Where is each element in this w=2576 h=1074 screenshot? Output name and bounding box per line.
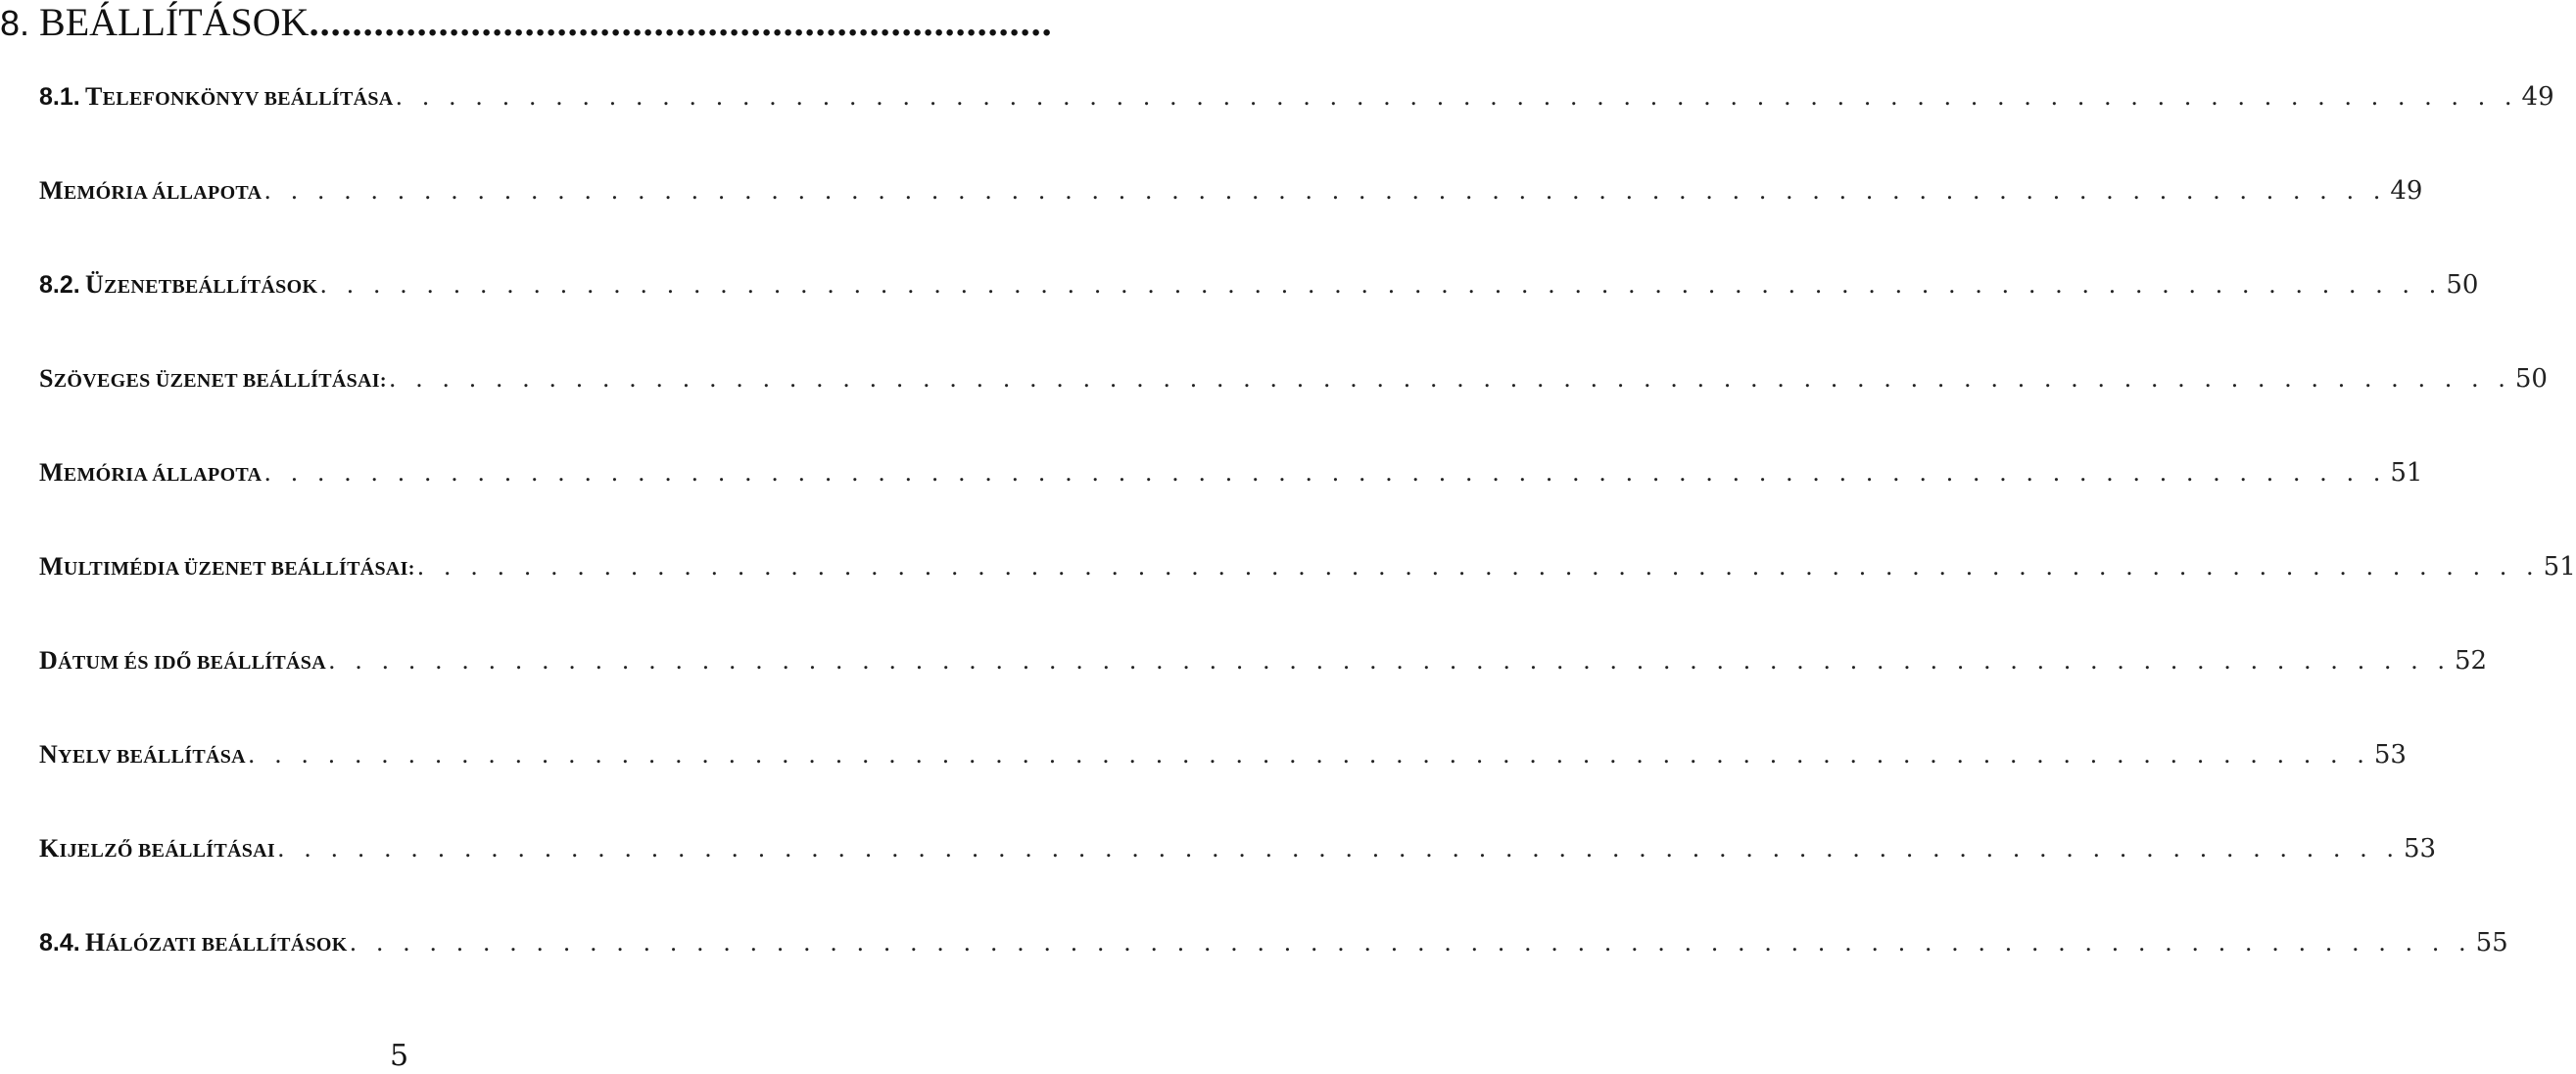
title-rest: EMÓRIA ÁLLAPOTA (63, 182, 262, 204)
toc-entry-title (39, 458, 262, 488)
toc-entry-title (39, 646, 326, 676)
title-initial: N (39, 740, 59, 769)
title-rest: IJELZŐ BEÁLLÍTÁSAI (59, 840, 276, 862)
title-initial: S (39, 364, 54, 393)
toc-entry-title (39, 364, 387, 394)
chapter-number: 8. (0, 3, 30, 43)
title-initial: Ü (85, 270, 105, 299)
title-rest: ÁLÓZATI BEÁLLÍTÁSOK (105, 934, 348, 956)
leader-dots (394, 83, 2518, 111)
toc-entry-telefonkonyv[interactable] (39, 82, 2554, 176)
leader-dots (317, 271, 2442, 299)
toc-entry-title (39, 834, 275, 864)
page-number: 53 (2373, 740, 2407, 770)
toc-entry-kijelzo[interactable] (39, 834, 2437, 928)
title-initial: M (39, 552, 64, 581)
toc-entry-halozati[interactable] (39, 928, 2508, 1022)
title-rest: ZENETBEÁLLÍTÁSOK (104, 276, 318, 298)
title-initial: K (39, 834, 60, 863)
leader-dots (246, 741, 2370, 769)
title-initial: T (85, 82, 103, 111)
page-number: 53 (2404, 834, 2437, 864)
toc-entry-multimedia-uzenet[interactable] (39, 552, 2576, 646)
title-initial: H (85, 928, 106, 957)
title-rest: EMÓRIA ÁLLAPOTA (63, 464, 262, 486)
title-rest: ÁTUM ÉS IDŐ BEÁLLÍTÁSA (58, 652, 326, 674)
toc-entry-memoria-allapota[interactable] (39, 176, 2423, 270)
toc-entry-title (39, 740, 246, 770)
table-of-contents (39, 82, 2576, 1022)
title-initial: M (39, 458, 64, 487)
toc-entry-title (39, 176, 262, 206)
leader-dots (348, 929, 2472, 957)
title-rest: ELEFONKÖNYV BEÁLLÍTÁSA (102, 88, 394, 110)
section-number: 8.4. (39, 929, 80, 957)
toc-entry-title (39, 82, 394, 112)
leader-dots (262, 459, 2386, 487)
page-number: 51 (2543, 552, 2576, 582)
title-rest: ZÖVEGES ÜZENET BEÁLLÍTÁSAI: (53, 370, 387, 392)
toc-entry-memoria-allapota-2[interactable] (39, 458, 2423, 552)
section-number: 8.2. (39, 271, 80, 299)
page-number: 50 (2514, 364, 2548, 394)
page-number: 52 (2454, 646, 2488, 676)
toc-entry-szoveges-uzenet[interactable] (39, 364, 2548, 458)
leader-dots (262, 177, 2386, 205)
toc-entry-datum-es-ido[interactable] (39, 646, 2488, 740)
leader-dots (275, 835, 2400, 863)
chapter-leader-dots: ..................................................................... (309, 0, 1053, 44)
leader-dots (387, 365, 2511, 393)
chapter-heading[interactable] (0, 0, 1053, 45)
page-number: 50 (2446, 270, 2479, 300)
leader-dots (326, 647, 2451, 675)
toc-entry-title (39, 552, 415, 582)
page-number: 49 (2390, 176, 2423, 206)
title-rest: YELV BEÁLLÍTÁSA (58, 746, 246, 768)
toc-entry-title (39, 928, 348, 957)
page-number: 55 (2475, 928, 2508, 957)
footer-page-number: 5 (389, 1039, 409, 1073)
leader-dots (415, 553, 2540, 581)
chapter-title: BEÁLLÍTÁSOK (39, 0, 310, 44)
title-rest: ULTIMÉDIA ÜZENET BEÁLLÍTÁSAI: (63, 558, 415, 580)
section-number: 8.1. (39, 83, 80, 111)
toc-entry-nyelv[interactable] (39, 740, 2407, 834)
toc-entry-title (39, 270, 317, 300)
page-number: 51 (2390, 458, 2423, 488)
title-initial: M (39, 176, 64, 205)
title-initial: D (39, 646, 59, 675)
toc-entry-uzenetbeallitasok[interactable] (39, 270, 2479, 364)
page-number: 49 (2521, 82, 2554, 112)
